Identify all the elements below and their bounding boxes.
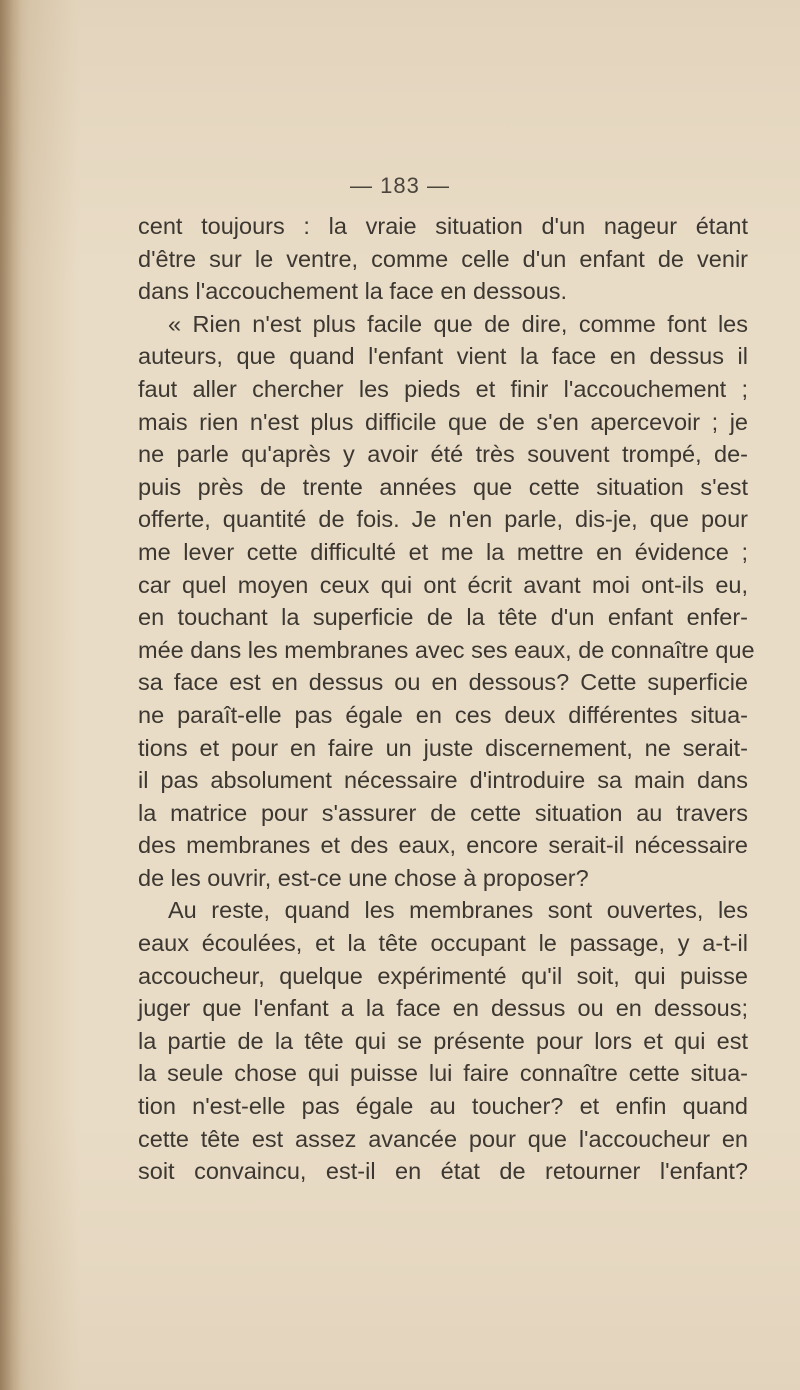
text-line: puis près de trente années que cette situation s'est (138, 473, 748, 500)
page-number: — 183 — (350, 173, 450, 198)
text-line: tion n'est-elle pas égale au toucher? et enfin quand (138, 1093, 748, 1120)
text-line: de les ouvrir, est-ce une chose à proposer? (138, 864, 589, 891)
text-line: Au reste, quand les membranes sont ouvertes, les (168, 897, 748, 924)
text-line: ne paraît-elle pas égale en ces deux différentes situa- (138, 701, 748, 728)
text-line: cette tête est assez avancée pour que l'accoucheur en (138, 1125, 748, 1152)
page-edge-shadow (0, 0, 22, 1390)
text-line: accoucheur, quelque expérimenté qu'il soit, qui puisse (138, 962, 748, 989)
text-line: mée dans les membranes avec ses eaux, de connaître que (138, 636, 755, 663)
text-line: tions et pour en faire un juste discernement, ne serait- (138, 734, 748, 761)
text-line: la partie de la tête qui se présente pour lors et qui est (138, 1027, 748, 1054)
text-line: il pas absolument nécessaire d'introduire sa main dans (138, 767, 748, 794)
text-line: la seule chose qui puisse lui faire connaître cette situa- (138, 1060, 748, 1087)
text-line: dans l'accouchement la face en dessous. (138, 278, 568, 305)
text-line: offerte, quantité de fois. Je n'en parle, dis-je, que pour (138, 506, 748, 533)
text-line: « Rien n'est plus facile que de dire, comme font les (168, 310, 748, 337)
text-line: auteurs, que quand l'enfant vient la face en dessus il (138, 343, 748, 370)
text-line: des membranes et des eaux, encore serait-il nécessaire (138, 832, 748, 859)
text-line: soit convaincu, est-il en état de retourner l'enfant? (138, 1158, 748, 1185)
text-line: juger que l'enfant a la face en dessus ou en dessous; (138, 995, 748, 1022)
text-line: faut aller chercher les pieds et finir l'accouchement ; (138, 375, 748, 402)
text-line: me lever cette difficulté et me la mettre en évidence ; (138, 538, 748, 565)
text-line: cent toujours : la vraie situation d'un nageur étant (138, 213, 748, 239)
text-line: car quel moyen ceux qui ont écrit avant moi ont-ils eu, (138, 571, 748, 598)
text-line: mais rien n'est plus difficile que de s'en apercevoir ; je (138, 408, 748, 435)
text-line: eaux écoulées, et la tête occupant le passage, y a-t-il (138, 930, 748, 957)
text-line: sa face est en dessus ou en dessous? Cette superficie (138, 669, 748, 696)
text-line: d'être sur le ventre, comme celle d'un enfant de venir (138, 245, 748, 272)
body-text (138, 210, 755, 1188)
text-line: ne parle qu'après y avoir été très souvent trompé, de- (138, 441, 748, 468)
text-line: en touchant la superficie de la tête d'un enfant enfer- (138, 604, 748, 631)
text-line: la matrice pour s'assurer de cette situation au travers (138, 799, 748, 826)
